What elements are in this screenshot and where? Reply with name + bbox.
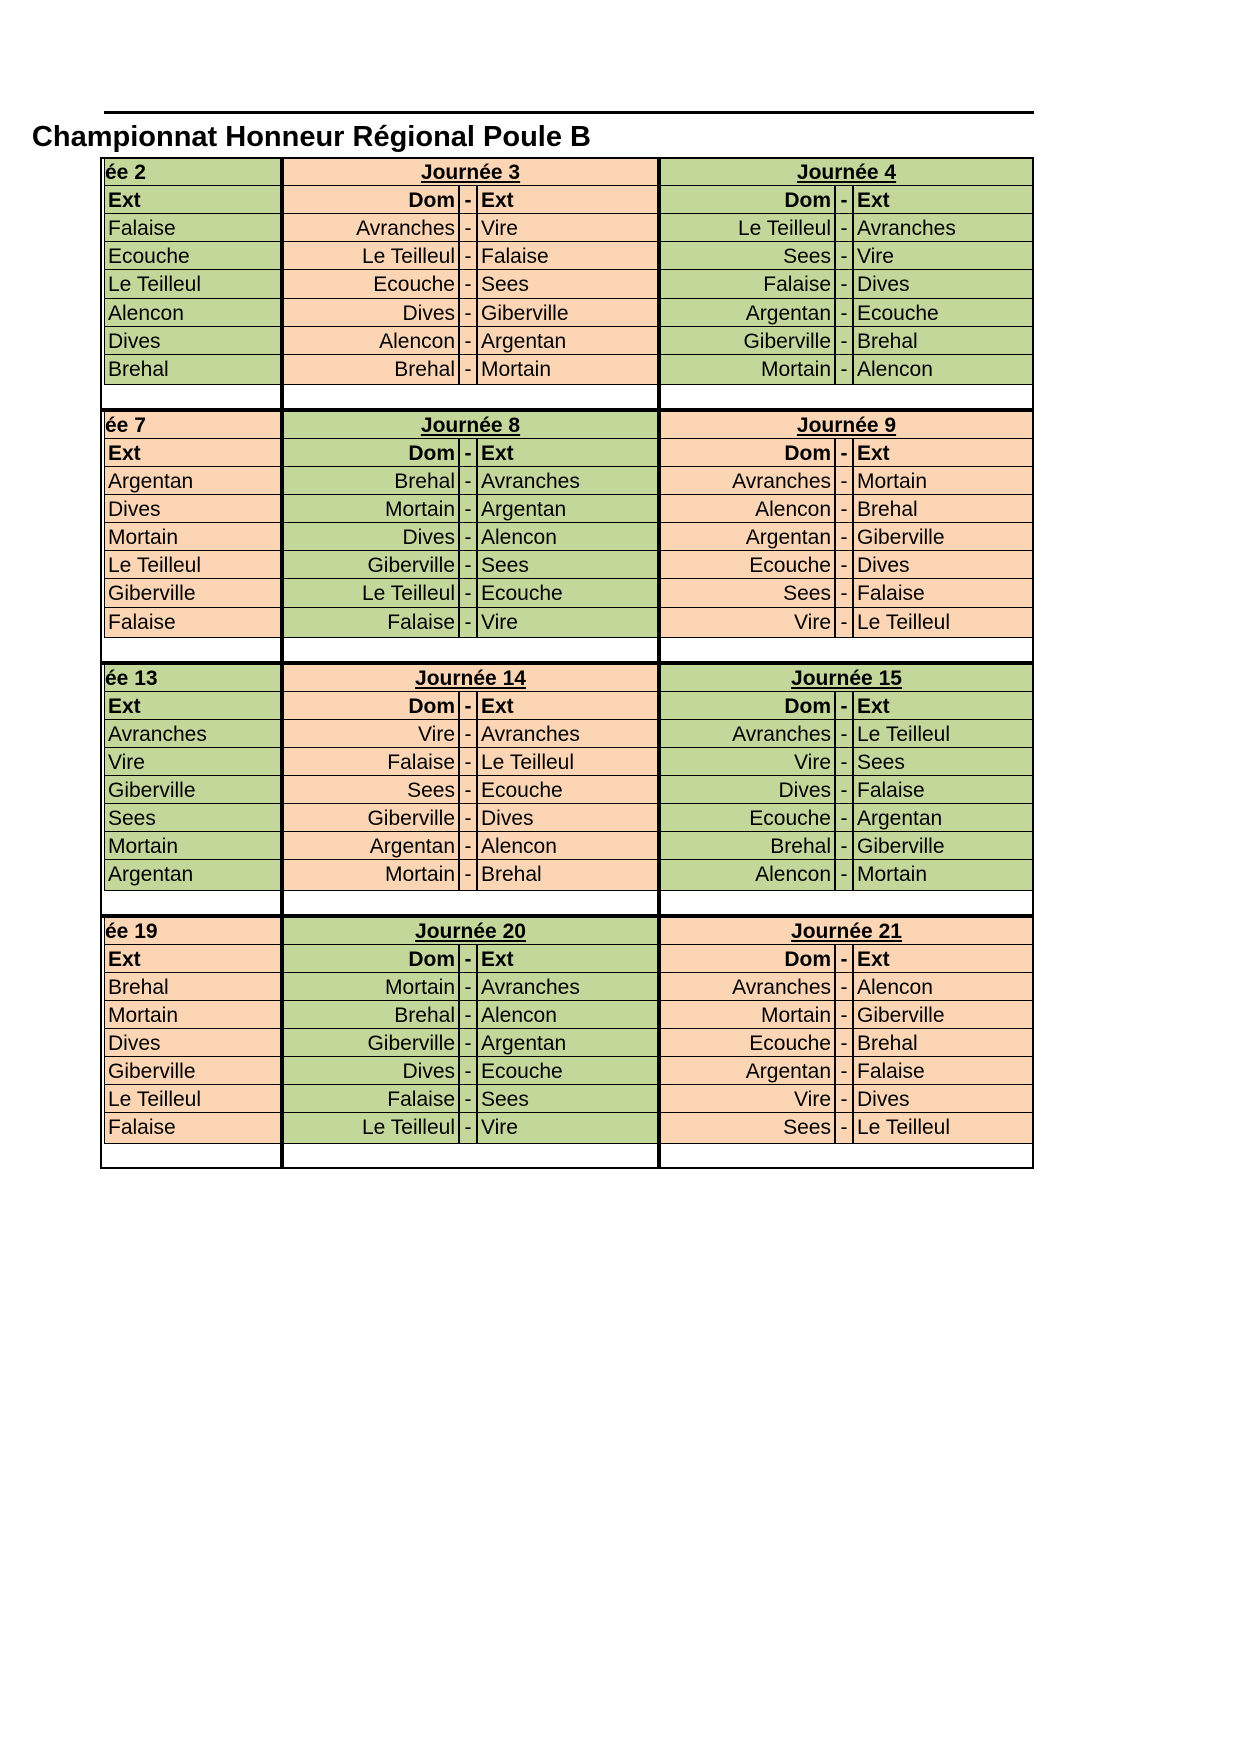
partial-ext-team: Ecouche — [104, 241, 282, 273]
round-heading: Journée 8 — [282, 410, 659, 442]
ext-label: Ext — [853, 185, 1034, 217]
away-team: Argentan — [477, 326, 659, 358]
away-team: Vire — [477, 1112, 659, 1144]
match-separator: - — [459, 1056, 477, 1088]
away-team: Falaise — [853, 1056, 1034, 1088]
home-team: Falaise — [282, 607, 459, 639]
away-team: Mortain — [477, 354, 659, 386]
home-team: Falaise — [282, 747, 459, 779]
home-team: Le Teilleul — [282, 1112, 459, 1144]
home-team: Sees — [659, 241, 835, 273]
away-team: Dives — [853, 1084, 1034, 1116]
partial-round-heading — [104, 663, 282, 695]
partial-ext-team: Brehal — [104, 354, 282, 386]
match-separator: - — [835, 1084, 853, 1116]
partial-ext-team: Giberville — [104, 1056, 282, 1088]
partial-ext-team: Le Teilleul — [104, 1084, 282, 1116]
home-team: Alencon — [282, 326, 459, 358]
partial-ext-team: Dives — [104, 494, 282, 526]
dom-label: Dom — [659, 438, 835, 470]
separator-label: - — [459, 438, 477, 470]
round-heading: Journée 15 — [659, 663, 1034, 695]
home-team: Avranches — [659, 972, 835, 1004]
match-separator: - — [459, 1028, 477, 1060]
match-separator: - — [459, 550, 477, 582]
home-team: Dives — [282, 1056, 459, 1088]
away-team: Brehal — [853, 494, 1034, 526]
away-team: Alencon — [477, 831, 659, 863]
home-team: Ecouche — [659, 1028, 835, 1060]
away-team: Falaise — [477, 241, 659, 273]
home-team: Ecouche — [282, 269, 459, 301]
match-separator: - — [459, 326, 477, 358]
ext-label: Ext — [477, 438, 659, 470]
partial-ext-team: Dives — [104, 1028, 282, 1060]
top-border-line — [104, 111, 1034, 114]
match-separator: - — [459, 269, 477, 301]
away-team: Le Teilleul — [477, 747, 659, 779]
match-separator: - — [835, 747, 853, 779]
match-separator: - — [835, 550, 853, 582]
away-team: Sees — [853, 747, 1034, 779]
home-team: Sees — [659, 1112, 835, 1144]
home-team: Giberville — [282, 1028, 459, 1060]
match-separator: - — [459, 1112, 477, 1144]
home-team: Argentan — [659, 1056, 835, 1088]
match-separator: - — [459, 719, 477, 751]
page-title-text: Championnat Honneur Régional Poule B — [31, 121, 591, 153]
match-separator: - — [835, 213, 853, 245]
away-team: Falaise — [853, 578, 1034, 610]
match-separator: - — [459, 466, 477, 498]
match-separator: - — [459, 747, 477, 779]
away-team: Argentan — [477, 1028, 659, 1060]
match-separator: - — [459, 972, 477, 1004]
away-team: Brehal — [853, 326, 1034, 358]
away-team: Mortain — [853, 859, 1034, 891]
match-separator: - — [835, 494, 853, 526]
home-team: Vire — [659, 1084, 835, 1116]
partial-ext-team: Dives — [104, 326, 282, 358]
match-separator: - — [835, 859, 853, 891]
home-team: Mortain — [659, 354, 835, 386]
partial-ext-team: Brehal — [104, 972, 282, 1004]
match-separator: - — [835, 607, 853, 639]
home-team: Dives — [659, 775, 835, 807]
match-separator: - — [459, 803, 477, 835]
away-team: Le Teilleul — [853, 719, 1034, 751]
away-team: Vire — [477, 607, 659, 639]
away-team: Alencon — [853, 354, 1034, 386]
round-heading: Journée 4 — [659, 157, 1034, 189]
dom-label: Dom — [282, 185, 459, 217]
separator-label: - — [459, 691, 477, 723]
home-team: Sees — [282, 775, 459, 807]
away-team: Ecouche — [477, 1056, 659, 1088]
partial-ext-team: Mortain — [104, 831, 282, 863]
away-team: Mortain — [853, 466, 1034, 498]
separator-label: - — [459, 944, 477, 976]
partial-round-heading — [104, 157, 282, 189]
partial-ext-team: Le Teilleul — [104, 269, 282, 301]
separator-label: - — [835, 438, 853, 470]
separator-label: - — [459, 185, 477, 217]
away-team: Giberville — [853, 522, 1034, 554]
round-block-3 — [104, 663, 1034, 916]
away-team: Ecouche — [477, 775, 659, 807]
match-separator: - — [459, 775, 477, 807]
home-team: Brehal — [282, 354, 459, 386]
away-team: Dives — [853, 550, 1034, 582]
home-team: Mortain — [282, 494, 459, 526]
home-team: Brehal — [659, 831, 835, 863]
partial-ext-team: Le Teilleul — [104, 550, 282, 582]
away-team: Giberville — [853, 1000, 1034, 1032]
separator-label: - — [835, 691, 853, 723]
partial-ext-team: Falaise — [104, 213, 282, 245]
match-separator: - — [835, 326, 853, 358]
partial-ext-team: Giberville — [104, 578, 282, 610]
home-team: Giberville — [659, 326, 835, 358]
home-team: Argentan — [659, 522, 835, 554]
round-heading: Journée 9 — [659, 410, 1034, 442]
match-separator: - — [459, 1084, 477, 1116]
home-team: Sees — [659, 578, 835, 610]
home-team: Vire — [659, 747, 835, 779]
home-team: Mortain — [659, 1000, 835, 1032]
home-team: Le Teilleul — [282, 578, 459, 610]
dom-label: Dom — [282, 691, 459, 723]
home-team: Ecouche — [659, 803, 835, 835]
away-team: Vire — [477, 213, 659, 245]
away-team: Alencon — [853, 972, 1034, 1004]
away-team: Ecouche — [853, 298, 1034, 330]
dom-label: Dom — [282, 944, 459, 976]
home-team: Mortain — [282, 859, 459, 891]
ext-label: Ext — [477, 185, 659, 217]
home-team: Avranches — [282, 213, 459, 245]
home-team: Brehal — [282, 466, 459, 498]
partial-ext-team: Giberville — [104, 775, 282, 807]
home-team: Alencon — [659, 859, 835, 891]
away-team: Sees — [477, 269, 659, 301]
match-separator: - — [459, 607, 477, 639]
partial-ext-label: Ext — [104, 185, 282, 217]
home-team: Dives — [282, 522, 459, 554]
match-separator: - — [835, 578, 853, 610]
partial-ext-team: Argentan — [104, 466, 282, 498]
match-separator: - — [459, 213, 477, 245]
partial-ext-team: Alencon — [104, 298, 282, 330]
home-team: Argentan — [659, 298, 835, 330]
match-separator: - — [835, 466, 853, 498]
ext-label: Ext — [477, 944, 659, 976]
home-team: Falaise — [282, 1084, 459, 1116]
dom-label: Dom — [659, 944, 835, 976]
partial-ext-team: Vire — [104, 747, 282, 779]
match-separator: - — [459, 354, 477, 386]
match-separator: - — [459, 298, 477, 330]
away-team: Vire — [853, 241, 1034, 273]
away-team: Sees — [477, 1084, 659, 1116]
ext-label: Ext — [853, 944, 1034, 976]
away-team: Alencon — [477, 522, 659, 554]
partial-ext-team: Falaise — [104, 1112, 282, 1144]
match-separator: - — [459, 859, 477, 891]
dom-label: Dom — [659, 691, 835, 723]
away-team: Argentan — [477, 494, 659, 526]
round-heading: Journée 20 — [282, 916, 659, 948]
partial-ext-label: Ext — [104, 438, 282, 470]
round-heading: Journée 14 — [282, 663, 659, 695]
away-team: Avranches — [853, 213, 1034, 245]
separator-label: - — [835, 185, 853, 217]
away-team: Falaise — [853, 775, 1034, 807]
partial-ext-label: Ext — [104, 691, 282, 723]
home-team: Giberville — [282, 803, 459, 835]
match-separator: - — [835, 831, 853, 863]
match-separator: - — [459, 1000, 477, 1032]
match-separator: - — [459, 494, 477, 526]
home-team: Argentan — [282, 831, 459, 863]
match-separator: - — [835, 972, 853, 1004]
partial-round-heading — [104, 410, 282, 442]
round-block-2 — [104, 410, 1034, 663]
away-team: Le Teilleul — [853, 607, 1034, 639]
away-team: Avranches — [477, 466, 659, 498]
match-separator: - — [835, 719, 853, 751]
home-team: Le Teilleul — [282, 241, 459, 273]
away-team: Giberville — [853, 831, 1034, 863]
away-team: Avranches — [477, 719, 659, 751]
away-team: Sees — [477, 550, 659, 582]
round-block-1 — [104, 157, 1034, 410]
home-team: Le Teilleul — [659, 213, 835, 245]
match-separator: - — [835, 522, 853, 554]
dom-label: Dom — [659, 185, 835, 217]
partial-ext-team: Sees — [104, 803, 282, 835]
partial-round-heading — [104, 916, 282, 948]
match-separator: - — [459, 831, 477, 863]
round-heading: Journée 21 — [659, 916, 1034, 948]
round-block-4 — [104, 916, 1034, 1169]
home-team: Avranches — [659, 466, 835, 498]
partial-ext-team: Argentan — [104, 859, 282, 891]
home-team: Alencon — [659, 494, 835, 526]
partial-ext-team: Mortain — [104, 522, 282, 554]
home-team: Falaise — [659, 269, 835, 301]
partial-ext-team: Avranches — [104, 719, 282, 751]
match-separator: - — [459, 578, 477, 610]
match-separator: - — [459, 522, 477, 554]
home-team: Giberville — [282, 550, 459, 582]
match-separator: - — [835, 269, 853, 301]
partial-round-heading-text: ée 2 — [105, 161, 146, 184]
home-team: Vire — [282, 719, 459, 751]
away-team: Ecouche — [477, 578, 659, 610]
partial-ext-team: Falaise — [104, 607, 282, 639]
home-team: Dives — [282, 298, 459, 330]
away-team: Dives — [477, 803, 659, 835]
ext-label: Ext — [853, 691, 1034, 723]
partial-round-heading-text: ée 13 — [105, 666, 158, 690]
home-team: Ecouche — [659, 550, 835, 582]
match-separator: - — [835, 241, 853, 273]
away-team: Alencon — [477, 1000, 659, 1032]
dom-label: Dom — [282, 438, 459, 470]
away-team: Dives — [853, 269, 1034, 301]
match-separator: - — [835, 354, 853, 386]
round-heading: Journée 3 — [282, 157, 659, 189]
away-team: Giberville — [477, 298, 659, 330]
home-team: Avranches — [659, 719, 835, 751]
away-team: Brehal — [477, 859, 659, 891]
away-team: Le Teilleul — [853, 1112, 1034, 1144]
match-separator: - — [835, 1000, 853, 1032]
away-team: Argentan — [853, 803, 1034, 835]
home-team: Brehal — [282, 1000, 459, 1032]
partial-ext-label: Ext — [104, 944, 282, 976]
match-separator: - — [835, 298, 853, 330]
match-separator: - — [835, 1056, 853, 1088]
page-title — [31, 119, 1034, 155]
home-team: Mortain — [282, 972, 459, 1004]
ext-label: Ext — [477, 691, 659, 723]
match-separator: - — [835, 803, 853, 835]
match-separator: - — [835, 775, 853, 807]
away-team: Avranches — [477, 972, 659, 1004]
ext-label: Ext — [853, 438, 1034, 470]
away-team: Brehal — [853, 1028, 1034, 1060]
home-team: Vire — [659, 607, 835, 639]
partial-round-heading-text: ée 7 — [105, 413, 146, 437]
separator-label: - — [835, 944, 853, 976]
partial-ext-team: Mortain — [104, 1000, 282, 1032]
match-separator: - — [835, 1028, 853, 1060]
match-separator: - — [459, 241, 477, 273]
partial-round-heading-text: ée 19 — [105, 919, 158, 943]
match-separator: - — [835, 1112, 853, 1144]
